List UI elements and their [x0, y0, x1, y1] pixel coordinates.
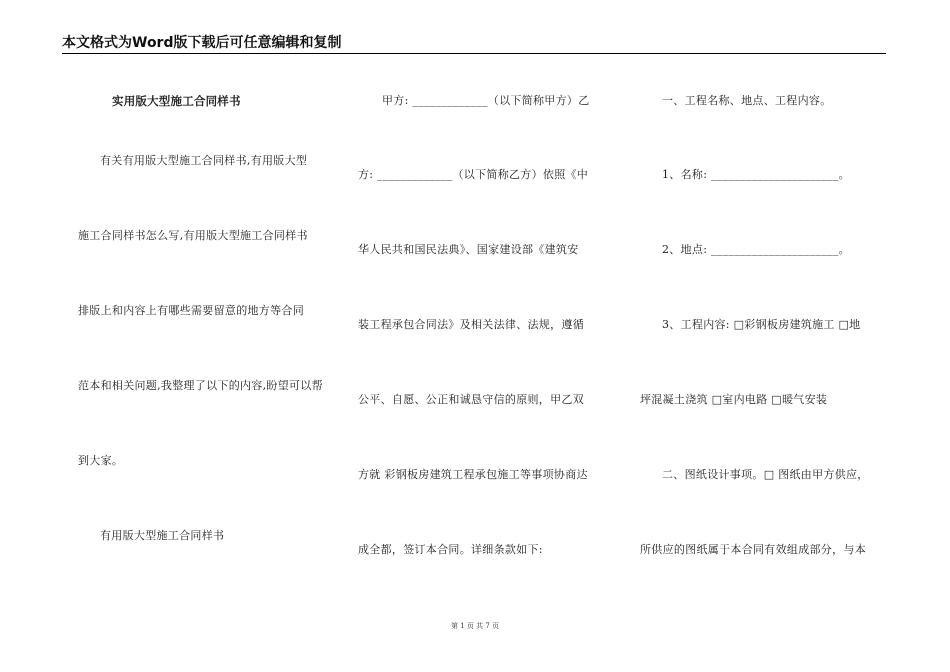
text-line: 到大家。	[78, 454, 124, 467]
text-line: 方: _____________（以下简称乙方）依照《中	[358, 168, 589, 181]
text-line: 方就 彩钢板房建筑工程承包施工等事项协商达	[358, 468, 588, 481]
header-divider	[62, 53, 886, 54]
text-line: 1、名称: ______________________。	[662, 168, 850, 181]
text-line: 施工合同样书怎么写,有用版大型施工合同样书	[78, 229, 308, 242]
document-title: 实用版大型施工合同样书	[112, 94, 241, 108]
text-line: 装工程承包合同法》及相关法律、法规，遵循	[358, 318, 584, 331]
text-line: 一、工程名称、地点、工程内容。	[662, 94, 832, 107]
text-line: 坪混凝土浇筑 □室内电路 □暖气安装	[640, 393, 828, 406]
text-line: 公平、自愿、公正和诚恳守信的原则，甲乙双	[358, 393, 584, 406]
page-number: 第 1 页 共 7 页	[450, 622, 500, 630]
text-line: 甲方: _____________（以下简称甲方）乙	[382, 94, 590, 107]
text-line: 排版上和内容上有哪些需要留意的地方等合同	[78, 304, 304, 317]
text-line: 有关有用版大型施工合同样书,有用版大型	[100, 154, 308, 167]
text-line: 二、图纸设计事项。□ 图纸由甲方供应，	[662, 468, 869, 481]
text-line: 成全都，签订本合同。详细条款如下:	[358, 543, 543, 556]
text-line: 有用版大型施工合同样书	[100, 529, 225, 542]
text-line: 华人民共和国民法典》、国家建设部《建筑安	[358, 243, 579, 256]
text-line: 3、工程内容: □彩钢板房建筑施工 □地	[662, 318, 861, 331]
text-line: 所供应的图纸属于本合同有效组成部分，与本	[640, 543, 866, 556]
text-line: 2、地点: ______________________。	[662, 243, 850, 256]
document-header-title: 本文格式为Word版下载后可任意编辑和复制	[62, 35, 342, 51]
text-line: 范本和相关问题,我整理了以下的内容,盼望可以帮	[78, 379, 323, 392]
